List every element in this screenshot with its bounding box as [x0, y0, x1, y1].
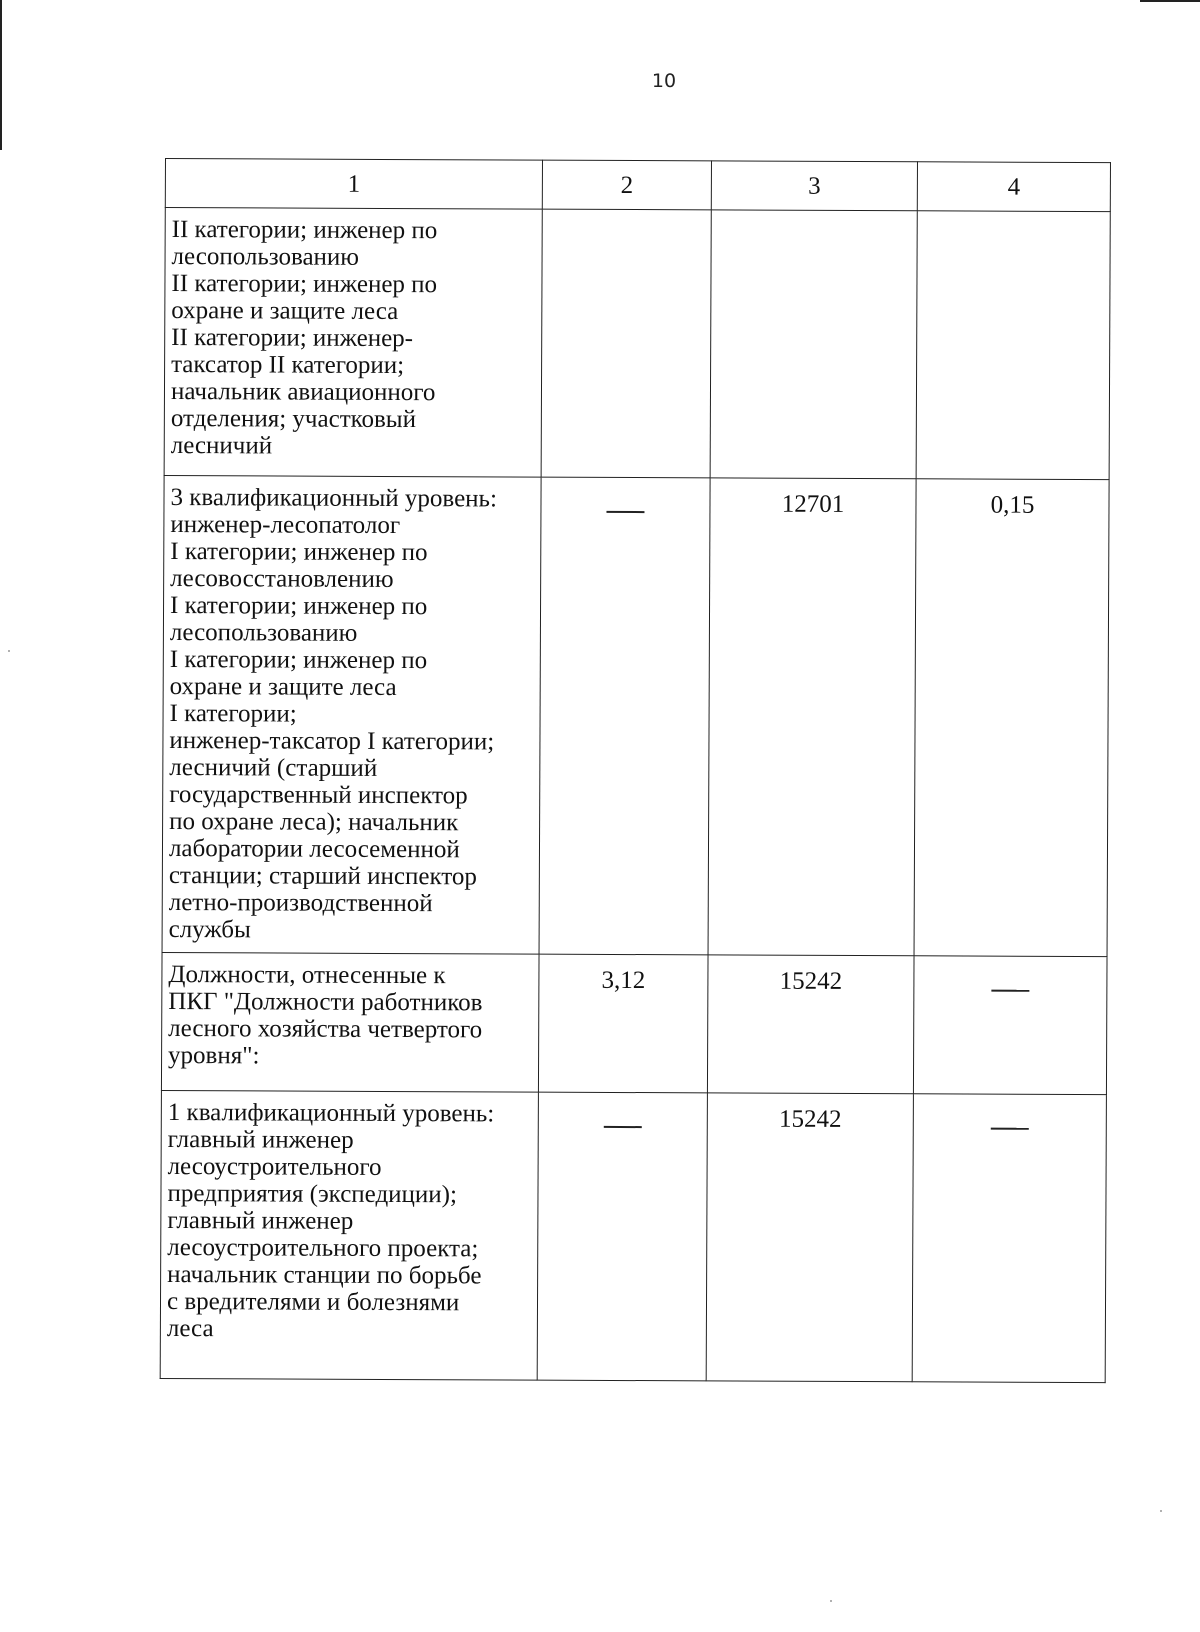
- position-cell: Должности, отнесенные к ПКГ "Должности работников лесного хозяйства четвертого уровня":: [161, 952, 539, 1092]
- dash-mark: [991, 1128, 1029, 1130]
- position-cell: 1 квалификационный уровень: главный инженер лесоустроительного предприятия (экспедиции); главный инженер лесоустроительного проекта; начальник станции по борьбе с вредителями и болезнями леса: [160, 1090, 538, 1380]
- table-row: [160, 1090, 1106, 1382]
- bonus-cell: 0,15: [914, 479, 1109, 957]
- scan-speck: [830, 1600, 832, 1602]
- table-row: [164, 208, 1110, 480]
- position-cell: II категории; инженер по лесопользованию II категории; инженер по охране и защите леса II категории; инженер- таксатор II категории; начальник авиационного отделения; участковый лесничий: [164, 208, 542, 478]
- salary-table: [160, 158, 1111, 1383]
- table-row: [161, 952, 1107, 1094]
- coefficient-cell: [539, 477, 710, 955]
- salary-cell: 15242: [706, 1093, 913, 1382]
- dash-mark: [991, 990, 1029, 992]
- scan-edge-top: [1140, 0, 1200, 2]
- bonus-cell: [912, 1094, 1106, 1383]
- bonus-cell: [913, 956, 1107, 1095]
- table-row: [162, 475, 1109, 956]
- column-header-3: 3: [711, 161, 917, 211]
- coefficient-cell: 3,12: [538, 954, 708, 1093]
- coefficient-cell: [537, 1092, 707, 1381]
- table-header-row: [165, 159, 1110, 212]
- salary-cell: 15242: [707, 955, 914, 1094]
- scan-speck: [1160, 1510, 1162, 1512]
- salary-cell: [710, 210, 917, 479]
- column-header-1: 1: [165, 159, 542, 210]
- column-header-2: 2: [542, 160, 711, 210]
- dash-mark: [606, 511, 644, 513]
- column-header-4: 4: [917, 162, 1110, 212]
- coefficient-cell: [541, 209, 711, 478]
- salary-cell: 12701: [708, 478, 916, 956]
- dash-mark: [604, 1126, 642, 1128]
- scan-speck: [8, 650, 10, 652]
- bonus-cell: [916, 211, 1110, 480]
- position-cell: 3 квалификационный уровень: инженер-лесопатолог I категории; инженер по лесовосстановлению I категории; инженер по лесопользованию I категории; инженер по охране и защите леса I категории; инженер-таксатор I категории; лесничий (старший государственный инспектор по охране леса); начальник лаборатории лесосеменной станции; старший инспектор летно-производственной службы: [162, 475, 541, 954]
- page-number: 10: [651, 70, 677, 92]
